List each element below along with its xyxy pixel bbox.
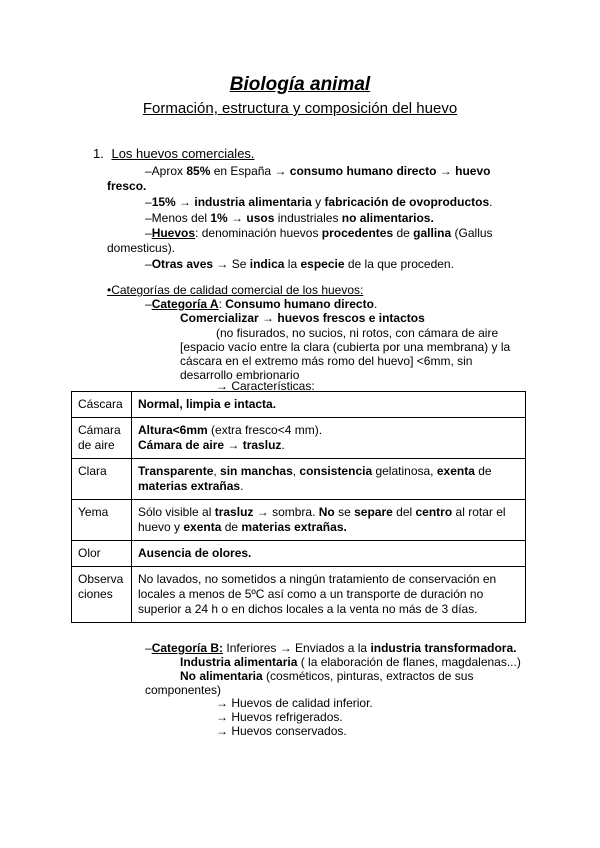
category-a-note: cáscara en el extremo más romo del huevo] <6mm, sin: [180, 354, 473, 368]
text-span: de la que proceden.: [344, 257, 454, 271]
text-span: No lavados, no sometidos a ningún tratamiento de conservación en locales a menos de 5ºC así como a un transporte de duración no superior a 24 h o en dichos locales a la venta no más de 3 días.: [138, 572, 497, 616]
text-span-bold: No: [318, 505, 335, 519]
text-span-bold: huevo: [455, 164, 491, 178]
text-span-bold: 1%: [210, 211, 228, 225]
text-span: →: [227, 211, 247, 225]
text-span-bold: 85%: [186, 164, 211, 178]
text-span: –: [145, 257, 152, 271]
text-span: → sombra.: [253, 505, 319, 519]
category-b-label: Categoría B:: [151, 641, 224, 655]
table-cell-value: [132, 567, 526, 623]
category-b-industry: [180, 655, 521, 670]
label-part: Cámara: [78, 423, 121, 437]
text-span: –Menos del: [145, 211, 211, 225]
category-b-line: [145, 641, 516, 656]
text-span-bold: No alimentaria: [180, 669, 263, 683]
text-span-bold: industria transformadora.: [370, 641, 517, 655]
category-a-note: (no fisurados, no sucios, ni rotos, con cámara de aire: [216, 326, 499, 340]
category-b-list-item: → Huevos conservados.: [216, 724, 347, 738]
text-span-bold: no alimentarios.: [341, 211, 434, 225]
text-span: (extra fresco<4 mm).: [207, 423, 323, 437]
text-span: → Se: [213, 257, 250, 271]
text-span-bold: consistencia: [299, 464, 373, 478]
table-row: [72, 392, 526, 418]
text-span: →: [436, 164, 456, 178]
paragraph-line: domesticus).: [107, 241, 176, 255]
label-part: de aire: [78, 438, 115, 452]
page-title: Biología animal: [229, 74, 371, 95]
paragraph-line: fresco.: [107, 179, 147, 193]
table-cell-value: [132, 500, 526, 541]
text-span-bold: procedentes: [321, 226, 394, 240]
text-span: gelatinosa,: [372, 464, 437, 478]
text-span-bold: Normal, limpia e intacta.: [138, 397, 277, 411]
table-row: [72, 500, 526, 541]
category-a-line: [145, 297, 377, 312]
category-b-list-item: → Huevos de calidad inferior.: [216, 696, 373, 710]
text-span-bold: Altura<6mm: [138, 423, 208, 437]
text-span-bold: especie: [300, 257, 345, 271]
table-row: [72, 459, 526, 500]
paragraph-line: [145, 257, 454, 272]
category-a-note: desarrollo embrionario: [180, 368, 300, 382]
text-span: –Aprox: [145, 164, 187, 178]
table-row: [72, 418, 526, 459]
section-heading-text: Los huevos comerciales.: [111, 146, 255, 161]
paragraph-line: [145, 226, 493, 241]
text-span: en España →: [210, 164, 290, 178]
text-span: (Gallus: [451, 226, 493, 240]
text-span: de: [221, 520, 242, 534]
text-span-bold: Industria alimentaria: [180, 655, 298, 669]
label-part: ciones: [78, 587, 113, 601]
text-span-bold: materias extrañas.: [241, 520, 347, 534]
text-span-bold: Huevos: [151, 226, 196, 240]
text-span-bold: Cámara de aire → trasluz: [138, 438, 282, 452]
category-a-commercial: Comercializar → huevos frescos e intactos: [180, 311, 425, 325]
table-cell-label: Cáscara: [72, 392, 132, 418]
text-span-bold: trasluz: [214, 505, 254, 519]
table-row: [72, 541, 526, 567]
text-span-bold: materias extrañas: [138, 479, 241, 493]
table-cell-label: Olor: [72, 541, 132, 567]
text-span-bold: gallina: [413, 226, 452, 240]
text-span-bold: Ausencia de olores.: [138, 546, 252, 560]
table-cell-label: Clara: [72, 459, 132, 500]
text-span-bold: consumo humano directo: [289, 164, 437, 178]
text-span: Sólo visible al: [138, 505, 215, 519]
text-span-bold: Transparente: [138, 464, 214, 478]
paragraph-line: [145, 164, 490, 179]
category-a-note: [espacio vacío entre la clara (cubierta por una membrana) y la: [180, 340, 511, 354]
category-b-list-item: → Huevos refrigerados.: [216, 710, 343, 724]
text-span: –: [145, 297, 152, 311]
text-span-bold: Otras aves: [151, 257, 214, 271]
label-part: Observa: [78, 572, 124, 586]
table-cell-value: [132, 541, 526, 567]
paragraph-line: [145, 195, 492, 210]
table-cell-value: [132, 392, 526, 418]
text-span-bold: sin manchas: [220, 464, 293, 478]
text-span: ,: [292, 464, 300, 478]
category-a-label: Categoría A: [151, 297, 219, 311]
paragraph-line: [145, 211, 434, 226]
category-b-nonfood-cont: componentes): [145, 683, 222, 697]
section-heading: [93, 146, 255, 161]
category-a-features: → Características:: [216, 379, 315, 393]
table-row: [72, 567, 526, 623]
text-span: del: [392, 505, 416, 519]
text-span-bold: indica: [249, 257, 285, 271]
table-cell-label: Yema: [72, 500, 132, 541]
table-cell-value: [132, 418, 526, 459]
text-span: industriales: [274, 211, 342, 225]
quality-table-body: [72, 392, 526, 623]
text-span: la: [284, 257, 301, 271]
text-span: –: [145, 226, 152, 240]
text-span: –: [145, 641, 152, 655]
text-span-bold: fabricación de ovoproductos: [324, 195, 490, 209]
text-span: ( la elaboración de flanes, magdalenas...): [297, 655, 521, 669]
table-cell-value: [132, 459, 526, 500]
category-b-nonfood: [180, 669, 473, 684]
text-span-bold: Consumo humano directo: [225, 297, 374, 311]
text-span: (cosméticos, pinturas, extractos de sus: [262, 669, 474, 683]
table-cell-label: [72, 418, 132, 459]
text-span-bold: separe: [354, 505, 393, 519]
text-span: ,: [213, 464, 221, 478]
text-span: .: [281, 438, 285, 452]
text-span: →: [175, 195, 195, 209]
quality-table: [71, 391, 526, 623]
categories-intro: •Categorías de calidad comercial de los huevos:: [107, 283, 364, 297]
text-span-bold: industria alimentaria: [194, 195, 312, 209]
text-span-bold: usos: [246, 211, 275, 225]
text-span: .: [489, 195, 493, 209]
text-span: –: [145, 195, 152, 209]
text-span: .: [240, 479, 244, 493]
text-span-bold: exenta: [436, 464, 475, 478]
text-span: se: [334, 505, 355, 519]
text-span: :: [218, 297, 226, 311]
text-span: Inferiores → Enviados a la: [223, 641, 371, 655]
text-span: de: [474, 464, 492, 478]
section-number: 1.: [93, 146, 104, 161]
text-span-bold: 15%: [151, 195, 176, 209]
text-span: .: [373, 297, 378, 311]
text-span: : denominación huevos: [195, 226, 322, 240]
text-span: de: [393, 226, 414, 240]
text-span: y: [311, 195, 325, 209]
table-cell-label: [72, 567, 132, 623]
text-span: al rotar el huevo y: [138, 505, 506, 534]
text-span-bold: exenta: [183, 520, 222, 534]
page-subtitle: Formación, estructura y composición del huevo: [142, 100, 458, 117]
text-span-bold: centro: [415, 505, 453, 519]
